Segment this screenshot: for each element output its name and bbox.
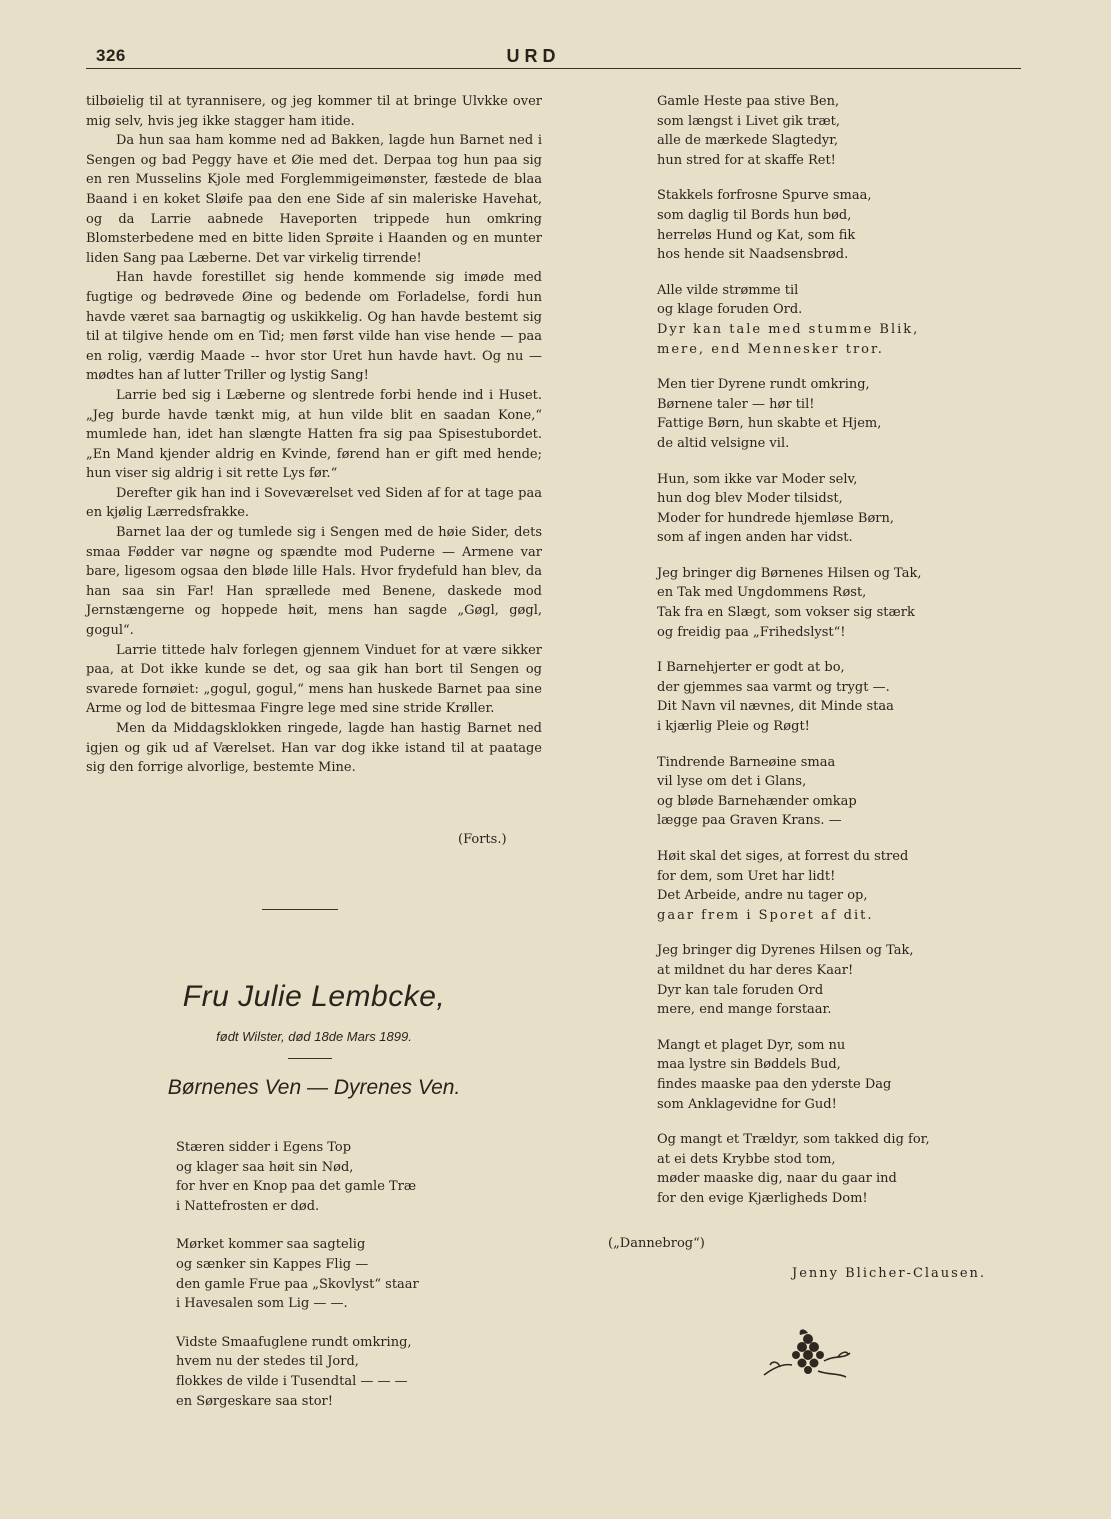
story-paragraph: Han havde forestillet sig hende kommende sig imøde med fugtige og bedrøvede Øine og bedende om Forladelse, fordi hun havde været saa barnagtig og uskikkelig. Og han havde bestemt sig til at tilgive hende om en Tid; men først vilde han vise hende — paa en rolig, værdig Maade -- hvor stor Uret hun havde havt. Og nu — mødtes han af lutter Triller og lystig Sang!	[86, 270, 542, 384]
poem-line: Moder for hundrede hjemløse Børn,	[657, 510, 894, 526]
poem-line: for den evige Kjærligheds Dom!	[657, 1190, 868, 1206]
poem-stanza	[657, 941, 997, 1019]
poem-right-column	[657, 92, 997, 1209]
poem-line: Gamle Heste paa stive Ben,	[657, 94, 840, 109]
source-attribution: („Dannebrog“)	[608, 1236, 705, 1251]
story-paragraph: Derefter gik han ind i Soveværelset ved Siden af for at tage paa en kjølig Lærredsfrakke.	[86, 485, 542, 521]
poem-line: i Nattefrosten er død.	[176, 1198, 320, 1214]
grape-vignette-icon	[758, 1325, 858, 1385]
poem-line: Dyr kan tale foruden Ord	[657, 982, 824, 998]
poem-line: Vidste Smaafuglene rundt omkring,	[176, 1334, 412, 1350]
poem-stanza	[176, 1333, 496, 1411]
story-column	[86, 92, 542, 778]
poem-stanza	[657, 92, 997, 170]
poem-stanza	[657, 1130, 997, 1208]
poem-line: Dit Navn vil nævnes, dit Minde staa	[657, 699, 894, 715]
poem-line: den gamle Frue paa „Skovlyst“ staar	[176, 1276, 419, 1292]
poem-line: Stæren sidder i Egens Top	[176, 1140, 352, 1155]
poem-line: for dem, som Uret har lidt!	[657, 868, 836, 884]
poem-line: vil lyse om det i Glans,	[657, 774, 807, 790]
poem-line: Mangt et plaget Dyr, som nu	[657, 1037, 846, 1053]
poem-line: som længst i Livet gik træt,	[657, 113, 841, 129]
memorial-title: Fru Julie Lembcke,	[182, 980, 446, 1013]
poem-line: Alle vilde strømme til	[657, 282, 799, 298]
story-paragraph: Barnet laa der og tumlede sig i Sengen med de høie Sider, dets smaa Fødder var nøgne og spændte mod Puderne — Armene var bare, ligesom ogsaa den bløde lille Hals. Hvor frydefuld han blev, da han saa sin Far! Han sprællede med Benene, daskede mod Jernstængerne og hoppede høit, mens han sagde „Gøgl, gøgl, gogul“.	[86, 525, 542, 639]
poem-line: Tindrende Barneøine smaa	[657, 754, 836, 770]
story-paragraph: Larrie bed sig i Læberne og slentrede forbi hende ind i Huset. „Jeg burde havde tænkt mig, at hun vilde blit en saadan Kone,“ mumlede han, idet han slængte Hatten fra sig paa Spisestubordet. „En Mand kjender aldrig en Kvinde, førend han er gift med hende; hun viser sig aldrig i sit rette Lys før.“	[86, 387, 542, 482]
poem-line: i Havesalen som Lig — —.	[176, 1296, 348, 1312]
poem-line: Hun, som ikke var Moder selv,	[657, 471, 858, 487]
poem-line: og freidig paa „Frihedslyst“!	[657, 624, 846, 640]
poem-line: mere, end mange forstaar.	[657, 1002, 832, 1018]
poem-line: Mørket kommer saa sagtelig	[176, 1237, 366, 1253]
poem-line: som af ingen anden har vidst.	[657, 530, 853, 546]
poem-line: og sænker sin Kappes Flig —	[176, 1256, 369, 1272]
poem-stanza	[657, 658, 997, 736]
poem-line: hvem nu der stedes til Jord,	[176, 1354, 359, 1370]
poem-line: hos hende sit Naadsensbrød.	[657, 247, 849, 263]
poem-line: som daglig til Bords hun bød,	[657, 207, 852, 223]
poem-line: som Anklagevidne for Gud!	[657, 1096, 837, 1112]
poem-line: Børnene taler — hør til!	[657, 396, 815, 412]
poem-line: Men tier Dyrene rundt omkring,	[657, 377, 870, 393]
page-number: 326	[96, 46, 126, 65]
continued-note: (Forts.)	[458, 832, 507, 847]
poem-line: der gjemmes saa varmt og trygt —.	[657, 679, 890, 695]
poem-stanza	[657, 375, 997, 453]
poem-line: herreløs Hund og Kat, som fik	[657, 227, 856, 243]
poem-stanza	[657, 564, 997, 642]
poem-line: for hver en Knop paa det gamle Træ	[176, 1179, 417, 1195]
poem-line: hun dog blev Moder tilsidst,	[657, 491, 843, 507]
memorial-subtitle: født Wilster, død 18de Mars 1899.	[216, 1029, 412, 1044]
poem-line: I Barnehjerter er godt at bo,	[657, 660, 845, 676]
poem-stanza	[176, 1235, 496, 1313]
poem-line: mere, end Mennesker tror.	[657, 341, 884, 357]
poem-line: Fattige Børn, hun skabte et Hjem,	[657, 416, 882, 432]
poem-line: flokkes de vilde i Tusendtal — — —	[176, 1373, 408, 1389]
story-paragraph: Men da Middagsklokken ringede, lagde han hastig Barnet ned igjen og gik ud af Værelset. Han var dog ikke istand til at paatage sig den forrige alvorlige, bestemte Mine.	[86, 721, 542, 776]
story-paragraph: Da hun saa ham komme ned ad Bakken, lagde hun Barnet ned i Sengen og bad Peggy have et Øie med det. Derpaa tog hun paa sig en ren Musselins Kjole med Forglemmigeimønster, fæstede de blaa Baand i en koket Sløife paa den ene Side af sin maleriske Havehat, og da Larrie aabnede Haveporten trippede hun omkring Blomsterbedene med en bitte liden Sprøite i Haanden og en munter liden Sang paa Læberne. Det var virkelig tirrende!	[86, 133, 542, 266]
journal-title: URD	[506, 46, 561, 66]
poem-stanza	[657, 186, 997, 264]
poem-line: Høit skal det siges, at forrest du stred	[657, 849, 909, 864]
poem-line: Det Arbeide, andre nu tager op,	[657, 888, 868, 904]
story-paragraph: Larrie tittede halv forlegen gjennem Vinduet for at være sikker paa, at Dot ikke kunde se det, og saa gik han bort til Sengen og svarede fornøiet: „gogul, gogul,“ mens han huskede Barnet paa sine Arme og lod de bittesmaa Fingre lege med sine stride Krøller.	[86, 642, 542, 717]
poem-stanza	[657, 847, 997, 925]
poem-line: at mildnet du har deres Kaar!	[657, 962, 854, 978]
poem-line: findes maaske paa den yderste Dag	[657, 1076, 892, 1092]
poem-line: alle de mærkede Slagtedyr,	[657, 133, 839, 149]
poem-stanza	[657, 753, 997, 831]
poem-line: og bløde Barnehænder omkap	[657, 793, 857, 809]
title-divider	[288, 1058, 332, 1059]
poem-line: en Tak med Ungdommens Røst,	[657, 585, 867, 601]
poem-line: Stakkels forfrosne Spurve smaa,	[657, 188, 872, 204]
poem-line: Og mangt et Trældyr, som takked dig for,	[657, 1132, 930, 1148]
poem-line: og klager saa høit sin Nød,	[176, 1159, 354, 1175]
poem-stanza	[657, 470, 997, 548]
author-signature: Jenny Blicher-Clausen.	[792, 1266, 987, 1281]
poem-line: Jeg bringer dig Børnenes Hilsen og Tak,	[657, 565, 922, 581]
poem-stanza	[657, 1036, 997, 1114]
poem-line: maa lystre sin Bøddels Bud,	[657, 1057, 841, 1073]
poem-line: de altid velsigne vil.	[657, 435, 790, 451]
poem-line: at ei dets Krybbe stod tom,	[657, 1151, 836, 1167]
poem-line: gaar frem i Sporet af dit.	[657, 907, 874, 923]
poem-line: en Sørgeskare saa stor!	[176, 1393, 333, 1409]
poem-line: hun stred for at skaffe Ret!	[657, 152, 836, 168]
poem-left-column	[176, 1138, 496, 1411]
poem-line: møder maaske dig, naar du gaar ind	[657, 1171, 897, 1187]
poem-line: Dyr kan tale med stumme Blik,	[657, 321, 920, 337]
story-paragraph: tilbøielig til at tyrannisere, og jeg kommer til at bringe Ulvkke over mig selv, hvis jeg ikke stagger ham itide.	[86, 94, 542, 129]
poem-title: Børnenes Ven — Dyrenes Ven.	[167, 1076, 461, 1099]
poem-line: i kjærlig Pleie og Røgt!	[657, 719, 810, 735]
poem-stanza	[176, 1138, 496, 1216]
poem-line: og klage foruden Ord.	[657, 302, 803, 318]
poem-line: Tak fra en Slægt, som vokser sig stærk	[657, 605, 915, 621]
poem-stanza	[657, 281, 997, 359]
poem-line: Jeg bringer dig Dyrenes Hilsen og Tak,	[657, 943, 914, 959]
poem-line: lægge paa Graven Krans. —	[657, 813, 842, 829]
page-header	[86, 44, 1021, 70]
header-rule	[86, 68, 1021, 69]
section-divider	[262, 909, 338, 910]
